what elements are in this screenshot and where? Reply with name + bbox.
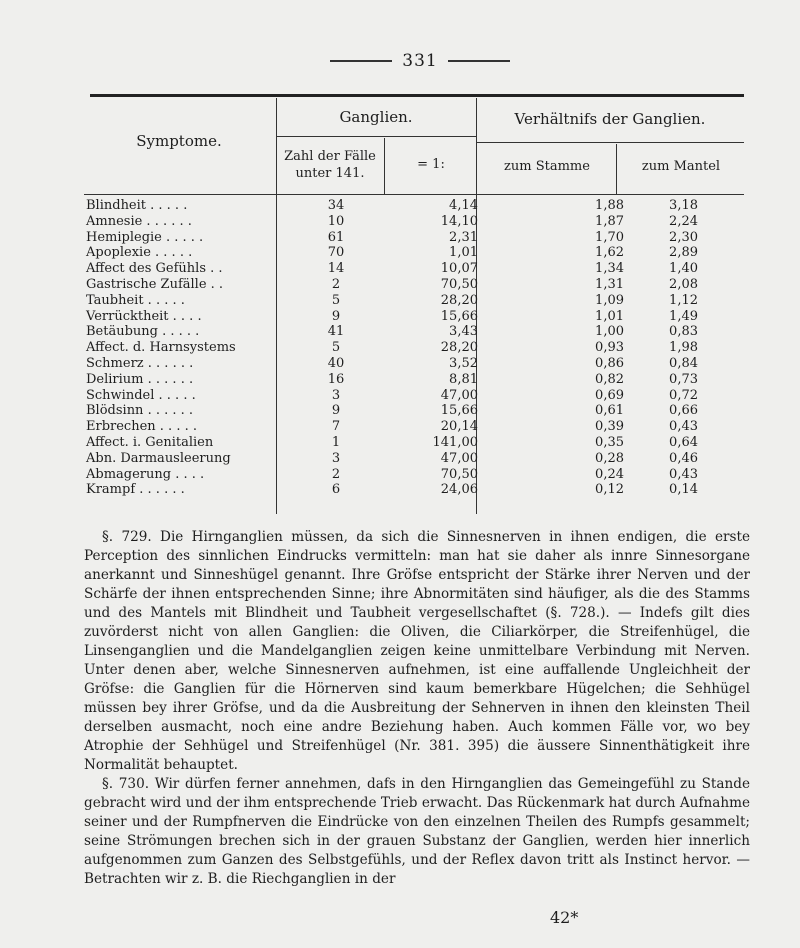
cell-stamm: 0,69 — [595, 387, 624, 403]
table-row — [84, 309, 744, 325]
cell-stamm: 1,88 — [595, 198, 624, 213]
page-header — [330, 50, 510, 72]
cell-stamm: 1,62 — [595, 245, 624, 261]
cell-count: 10 — [327, 213, 345, 229]
cell-ratio: 10,07 — [440, 261, 478, 277]
cell-stamm: 0,61 — [595, 403, 624, 419]
cell-mantel: 0,84 — [669, 355, 698, 371]
subheader-zahl-line2: unter 141. — [295, 166, 365, 181]
table-row — [84, 467, 744, 483]
cell-mantel: 0,72 — [669, 387, 698, 403]
cell-symptom: Schwindel . . . . . — [86, 387, 196, 403]
subheader-zahl-line1: Zahl der Fälle — [284, 149, 376, 164]
table-vline-sub2 — [616, 144, 617, 194]
cell-ratio: 15,66 — [440, 308, 478, 324]
cell-count: 16 — [327, 371, 345, 387]
cell-stamm: 1,34 — [595, 261, 624, 277]
cell-symptom: Abmagerung . . . . — [86, 466, 205, 482]
table-row — [84, 388, 744, 404]
table-row — [84, 435, 744, 451]
cell-stamm: 0,93 — [595, 340, 624, 356]
cell-ratio: 2,31 — [449, 229, 478, 245]
table-row — [84, 324, 744, 340]
paragraph-729: §. 729. Die Hirnganglien müssen, da sich die Sinnesnerven in ihnen endigen, die erste Perception des sinnlichen Eindrucks vermitteln: man hat sie daher als innre Sinnesorgane anerkannt und Sinneshügel genannt. Ihre Gröfse entspricht der Stärke ihrer Nerven und der Schärfe der ihnen entsprechenden Sinne; ihre Abnormitäten sind häufiger, als die des Stamms und des Mantels mit Blindheit und Taubheit vergesellschaftet (§. 728.). — Indefs gilt dies zuvörderst nicht von allen Ganglien: die Oliven, die Ciliarkörper, die Streifenhügel, die Linsenganglien und die Mandelganglien zeigen keine unmittelbare Verbindung mit Nerven. Unter denen aber, welche Sinnesnerven aufnehmen, ist eine auffallende Ungleichheit der Gröfse: die Ganglien für die Hörnerven sind kaum bemerkbare Hügelchen; die Sehhügel müssen bey ihrer Gröfse, und da die Ausbreitung der Sehnerven in ihnen den kleinsten Theil derselben ausmacht, noch eine andre Beziehung haben. Auch kommen Fälle vor, wo bey Atrophie der Sehhügel und Streifenhügel (Nr. 381. 395) die äussere Sinnenthätigkeit ihre Normalität behauptet. — [84, 529, 750, 773]
cell-ratio: 70,50 — [440, 276, 478, 292]
cell-symptom: Blindheit . . . . . — [86, 198, 188, 213]
cell-stamm: 0,86 — [595, 355, 624, 371]
subheader-mantel: zum Mantel — [641, 159, 721, 174]
cell-ratio: 3,43 — [449, 324, 478, 340]
cell-count: 14 — [327, 261, 345, 277]
cell-stamm: 1,09 — [595, 292, 624, 308]
cell-ratio: 15,66 — [440, 403, 478, 419]
table-row — [84, 214, 744, 230]
table-top-rule — [90, 94, 744, 97]
table-hline-verhaeltnis — [476, 142, 744, 143]
cell-count: 7 — [331, 419, 341, 435]
cell-stamm: 0,82 — [595, 371, 624, 387]
cell-stamm: 0,24 — [595, 466, 624, 482]
cell-count: 1 — [331, 434, 341, 450]
table-row — [84, 419, 744, 435]
table-hline-ganglien — [276, 136, 476, 137]
subheader-stamm: zum Stamme — [504, 159, 590, 174]
cell-mantel: 1,98 — [669, 340, 698, 356]
cell-stamm: 1,01 — [595, 308, 624, 324]
cell-symptom: Delirium . . . . . . — [86, 371, 194, 387]
table-row — [84, 293, 744, 309]
cell-mantel: 1,49 — [669, 308, 698, 324]
cell-ratio: 47,00 — [440, 450, 478, 466]
table-row — [84, 261, 744, 277]
table-row — [84, 372, 744, 388]
cell-stamm: 0,12 — [595, 482, 624, 498]
cell-symptom: Taubheit . . . . . — [86, 292, 185, 308]
table-row — [84, 451, 744, 467]
table-row — [84, 277, 744, 293]
table-row — [84, 356, 744, 372]
cell-mantel: 2,89 — [669, 245, 698, 261]
table-row — [84, 245, 744, 261]
cell-mantel: 0,73 — [669, 371, 698, 387]
cell-symptom: Gastrische Zufälle . . — [86, 276, 224, 292]
cell-count: 3 — [331, 387, 341, 403]
subheader-zahl — [278, 148, 382, 182]
cell-mantel: 2,24 — [669, 213, 698, 229]
cell-ratio: 14,10 — [440, 213, 478, 229]
table-row — [84, 340, 744, 356]
cell-stamm: 1,87 — [595, 213, 624, 229]
table-vline-sub1 — [384, 138, 385, 194]
cell-count: 9 — [331, 403, 341, 419]
cell-mantel: 0,14 — [669, 482, 698, 498]
cell-stamm: 0,39 — [595, 419, 624, 435]
cell-ratio: 1,01 — [449, 245, 478, 261]
cell-symptom: Amnesie . . . . . . — [86, 213, 192, 229]
cell-mantel: 0,83 — [669, 324, 698, 340]
cell-mantel: 2,08 — [669, 276, 698, 292]
paragraph-730: §. 730. Wir dürfen ferner annehmen, dafs in den Hirnganglien das Gemeingefühl zu Stande gebracht wird und der ihm entsprechende Trieb erwacht. Das Rückenmark hat durch Aufnahme seiner und der Rumpfnerven die Eindrücke von den einzelnen Theilen des Rumpfs gesammelt; seine Strömungen brechen sich in der grauen Substanz der Ganglien, werden hier innerlich aufgenommen zum Ganzen des Selbstgefühls, und der Reflex davon tritt als Instinct hervor. — Betrachten wir z. B. die Riechganglien in der — [84, 776, 751, 887]
cell-ratio: 47,00 — [440, 387, 478, 403]
signature-mark: 42* — [550, 908, 579, 927]
cell-ratio: 141,00 — [432, 434, 478, 450]
cell-mantel: 1,12 — [669, 292, 698, 308]
cell-mantel: 0,43 — [669, 419, 698, 435]
cell-symptom: Hemiplegie . . . . . — [86, 229, 204, 245]
cell-symptom: Blödsinn . . . . . . — [86, 403, 194, 419]
cell-mantel: 0,66 — [669, 403, 698, 419]
header-symptome: Symptome. — [136, 132, 222, 150]
cell-ratio: 24,06 — [440, 482, 478, 498]
table-row — [84, 198, 744, 214]
header-ganglien: Ganglien. — [339, 108, 413, 126]
table-body — [84, 198, 744, 498]
cell-stamm: 0,35 — [595, 434, 624, 450]
subheader-ratio: = 1: — [417, 157, 445, 172]
cell-count: 70 — [327, 245, 345, 261]
cell-mantel: 0,64 — [669, 434, 698, 450]
cell-count: 5 — [331, 292, 341, 308]
table-row — [84, 230, 744, 246]
cell-symptom: Affect des Gefühls . . — [86, 261, 223, 277]
cell-count: 6 — [331, 482, 341, 498]
cell-mantel: 3,18 — [669, 198, 698, 213]
cell-symptom: Verrücktheit . . . . — [86, 308, 202, 324]
cell-ratio: 28,20 — [440, 292, 478, 308]
table-header-bottom-rule — [84, 194, 744, 195]
cell-stamm: 1,31 — [595, 276, 624, 292]
cell-count: 41 — [327, 324, 345, 340]
cell-symptom: Betäubung . . . . . — [86, 324, 200, 340]
cell-count: 9 — [331, 308, 341, 324]
cell-ratio: 20,14 — [440, 419, 478, 435]
cell-stamm: 1,00 — [595, 324, 624, 340]
symptom-table — [84, 94, 744, 516]
cell-count: 61 — [327, 229, 345, 245]
cell-symptom: Affect. i. Genitalien — [86, 434, 214, 450]
cell-count: 2 — [331, 466, 341, 482]
cell-count: 40 — [327, 355, 345, 371]
cell-mantel: 0,46 — [669, 450, 698, 466]
cell-symptom: Schmerz . . . . . . — [86, 355, 194, 371]
table-row — [84, 482, 744, 498]
cell-count: 2 — [331, 276, 341, 292]
cell-mantel: 2,30 — [669, 229, 698, 245]
cell-ratio: 3,52 — [449, 355, 478, 371]
cell-stamm: 0,28 — [595, 450, 624, 466]
cell-count: 3 — [331, 450, 341, 466]
table-row — [84, 403, 744, 419]
header-rule-left — [330, 60, 392, 62]
cell-symptom: Apoplexie . . . . . — [86, 245, 193, 261]
body-text — [84, 528, 750, 889]
cell-ratio: 8,81 — [449, 371, 478, 387]
cell-mantel: 0,43 — [669, 466, 698, 482]
cell-symptom: Affect. d. Harnsystems — [86, 340, 236, 356]
header-rule-right — [448, 60, 510, 62]
cell-count: 5 — [331, 340, 341, 356]
cell-mantel: 1,40 — [669, 261, 698, 277]
cell-ratio: 70,50 — [440, 466, 478, 482]
cell-count: 34 — [327, 198, 345, 213]
cell-stamm: 1,70 — [595, 229, 624, 245]
cell-symptom: Erbrechen . . . . . — [86, 419, 197, 435]
cell-symptom: Krampf . . . . . . — [86, 482, 185, 498]
page-number: 331 — [402, 51, 438, 71]
cell-ratio: 4,14 — [449, 198, 478, 213]
cell-ratio: 28,20 — [440, 340, 478, 356]
cell-symptom: Abn. Darmausleerung — [86, 450, 231, 466]
header-verhaeltnis: Verhältnifs der Ganglien. — [514, 110, 706, 128]
